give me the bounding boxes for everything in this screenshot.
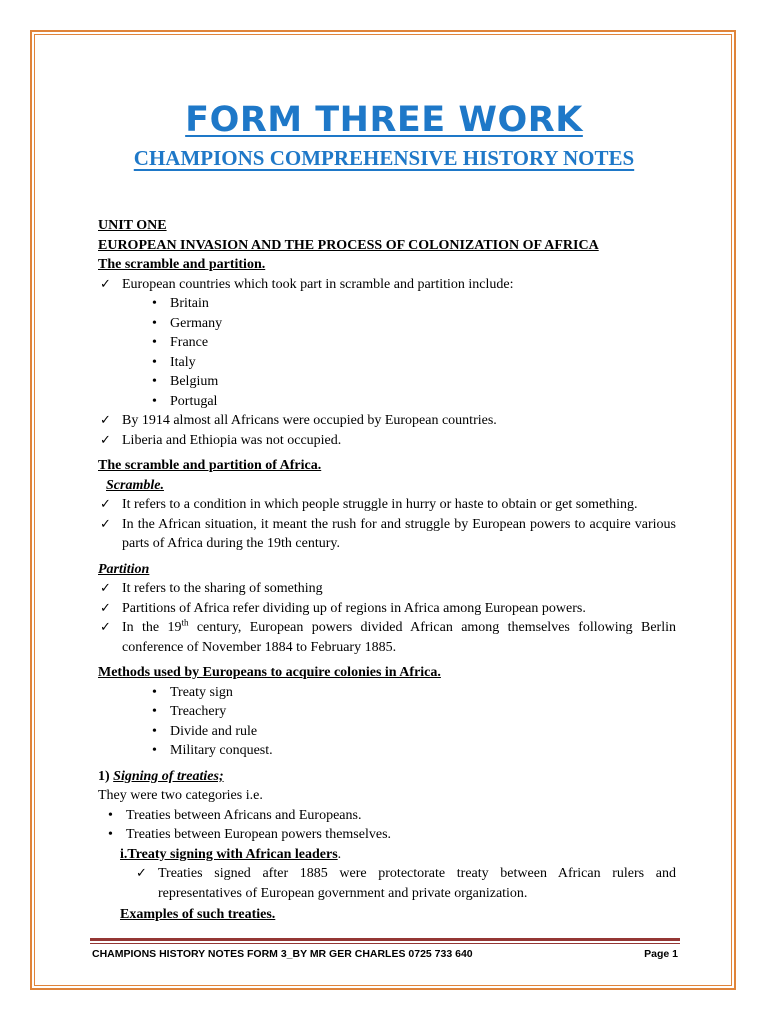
checklist <box>98 495 676 554</box>
unit-title: EUROPEAN INVASION AND THE PROCESS OF COLONIZATION OF AFRICA <box>98 237 599 253</box>
list-item: • Britain <box>150 294 676 314</box>
list-item: • France <box>150 333 676 353</box>
methods-heading: Methods used by Europeans to acquire colonies in Africa. <box>98 665 441 680</box>
list-item: ✓ Partitions of Africa refer dividing up of regions in Africa among European powers. <box>98 599 676 619</box>
list-item: ✓ In the African situation, it meant the rush for and struggle by European powers to acquire various parts of Africa during the 19th century. <box>98 515 676 554</box>
page-number: Page 1 <box>644 948 678 960</box>
list-item: • Divide and rule <box>150 722 676 742</box>
list-item: ✓ It refers to a condition in which people struggle in hurry or haste to obtain or get something. <box>98 495 676 515</box>
treaties-heading: 1) Signing of treaties; <box>98 768 224 784</box>
list-item: ✓ European countries which took part in scramble and partition include: <box>98 275 676 295</box>
list-item: ✓ It refers to the sharing of something <box>98 579 676 599</box>
list-item: • Military conquest. <box>150 741 676 761</box>
section-heading-scramble-partition-africa: The scramble and partition of Africa. <box>98 458 322 473</box>
checklist <box>98 579 676 657</box>
methods-list <box>150 683 676 761</box>
list-item: • Treachery <box>150 702 676 722</box>
checklist <box>134 864 676 903</box>
list-item: • Treaties between Africans and Europeans. <box>106 806 676 826</box>
subheading-treaty-african-leaders: i.Treaty signing with African leaders. <box>120 846 342 862</box>
checklist <box>98 411 676 450</box>
document-body <box>98 216 676 925</box>
footer-rule-thin <box>90 943 680 944</box>
list-item: • Treaty sign <box>150 683 676 703</box>
treaty-categories-list <box>106 806 676 845</box>
list-item: ✓ By 1914 almost all Africans were occupied by European countries. <box>98 411 676 431</box>
section-heading-scramble-partition: The scramble and partition. <box>98 257 266 272</box>
footer-rule <box>90 938 680 941</box>
partition-heading: Partition <box>98 561 150 577</box>
treaties-intro: They were two categories i.e. <box>98 788 263 803</box>
list-item: • Germany <box>150 314 676 334</box>
page-title: FORM THREE WORK <box>185 100 583 140</box>
list-item: ✓ In the 19th century, European powers divided African among themselves following Berlin conference of November 1884 to February 1885. <box>98 618 676 657</box>
list-item: ✓ Liberia and Ethiopia was not occupied. <box>98 431 676 451</box>
list-item: • Portugal <box>150 392 676 412</box>
list-item: ✓ Treaties signed after 1885 were protectorate treaty between African rulers and representatives of European government and private organization. <box>134 864 676 903</box>
list-item: • Italy <box>150 353 676 373</box>
footer-text: CHAMPIONS HISTORY NOTES FORM 3_BY MR GER CHARLES 0725 733 640 <box>92 948 473 960</box>
scramble-heading: Scramble. <box>106 477 164 493</box>
countries-list <box>150 294 676 411</box>
list-item: • Treaties between European powers themselves. <box>106 825 676 845</box>
list-item: • Belgium <box>150 372 676 392</box>
unit-label: UNIT ONE <box>98 218 167 233</box>
page-subtitle: CHAMPIONS COMPREHENSIVE HISTORY NOTES <box>133 146 635 170</box>
checklist <box>98 275 676 295</box>
examples-heading: Examples of such treaties. <box>120 907 276 922</box>
